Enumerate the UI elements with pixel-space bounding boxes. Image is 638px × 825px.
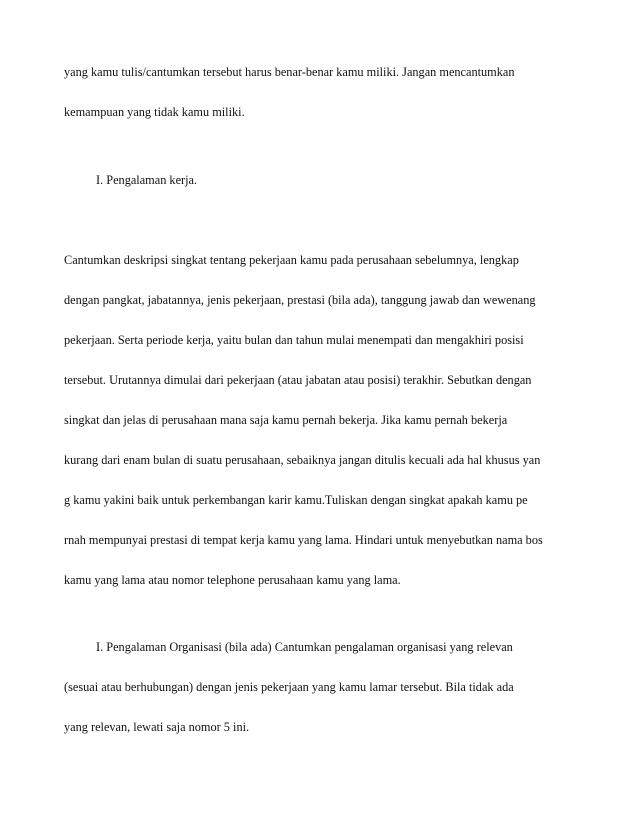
section1-line-6: kurang dari enam bulan di suatu perusahaan, sebaiknya jangan ditulis kecuali ada hal khusus yan bbox=[64, 453, 541, 467]
section1-line-9: kamu yang lama atau nomor telephone perusahaan kamu yang lama. bbox=[64, 573, 401, 587]
section-heading-pengalaman-kerja: I. Pengalaman kerja. bbox=[96, 173, 198, 187]
section1-line-5: singkat dan jelas di perusahaan mana saja kamu pernah bekerja. Jika kamu pernah bekerja bbox=[64, 413, 508, 427]
section-heading-pengalaman-organisasi: I. Pengalaman Organisasi (bila ada) Cantumkan pengalaman organisasi yang relevan bbox=[96, 640, 513, 654]
intro-line-1: yang kamu tulis/cantumkan tersebut harus benar-benar kamu miliki. Jangan mencantumkan bbox=[64, 65, 515, 79]
section1-line-7: g kamu yakini baik untuk perkembangan karir kamu.Tuliskan dengan singkat apakah kamu pe bbox=[64, 493, 528, 507]
section1-line-3: pekerjaan. Serta periode kerja, yaitu bulan dan tahun mulai menempati dan mengakhiri posisi bbox=[64, 333, 524, 347]
section2-line-1: (sesuai atau berhubungan) dengan jenis pekerjaan yang kamu lamar tersebut. Bila tidak ada bbox=[64, 680, 514, 694]
section1-line-2: dengan pangkat, jabatannya, jenis pekerjaan, prestasi (bila ada), tanggung jawab dan wewenang bbox=[64, 293, 536, 307]
section1-line-8: rnah mempunyai prestasi di tempat kerja kamu yang lama. Hindari untuk menyebutkan nama bos bbox=[64, 533, 543, 547]
section2-line-2: yang relevan, lewati saja nomor 5 ini. bbox=[64, 720, 250, 734]
section1-line-4: tersebut. Urutannya dimulai dari pekerjaan (atau jabatan atau posisi) terakhir. Sebutkan dengan bbox=[64, 373, 532, 387]
intro-line-2: kemampuan yang tidak kamu miliki. bbox=[64, 105, 245, 119]
section1-line-1: Cantumkan deskripsi singkat tentang pekerjaan kamu pada perusahaan sebelumnya, lengkap bbox=[64, 253, 519, 267]
